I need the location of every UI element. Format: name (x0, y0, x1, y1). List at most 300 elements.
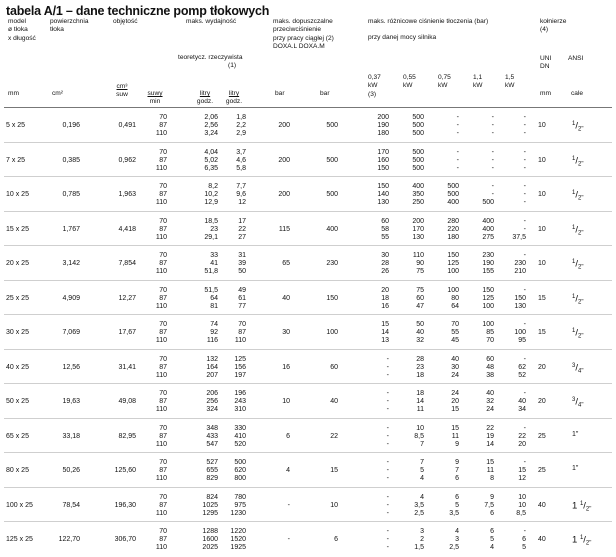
row-diff-pressure: 14 (416, 398, 424, 406)
row-capacity-theo: 51,8 (204, 268, 218, 276)
row-pressure-m: 60 (330, 363, 338, 371)
row-strokes: 110 (155, 544, 167, 552)
row-capacity-real: 27 (238, 233, 246, 241)
row-capacity-theo: 74 (210, 321, 218, 328)
row-diff-pressure: 28 (416, 355, 424, 363)
row-diff-pressure: - (523, 191, 526, 199)
row-capacity-theo: 33 (210, 252, 218, 259)
row-diff-pressure: 4 (490, 544, 494, 552)
row-diff-pressure: 100 (482, 321, 494, 328)
row-capacity-real: 800 (234, 475, 246, 483)
row-diff-pressure: 10 (518, 493, 526, 501)
row-capacity-theo: 1600 (202, 536, 218, 544)
row-strokes: 110 (155, 406, 167, 414)
row-diff-pressure: 6 (490, 528, 494, 535)
unit-mm-flange: mm (540, 90, 551, 97)
row-volume: 31,41 (118, 363, 136, 371)
row-diff-pressure: 11 (451, 432, 459, 440)
row-diff-pressure: 75 (416, 268, 424, 276)
row-diff-pressure: 38 (486, 371, 494, 379)
row-diff-pressure: 24 (451, 390, 459, 397)
row-flange-ansi: $^1/_{2"}$ (572, 224, 584, 237)
row-diff-pressure: 160 (377, 156, 389, 164)
row-diff-pressure: 14 (486, 440, 494, 448)
row-diff-pressure: 2,5 (414, 509, 424, 517)
row-diff-pressure: 5 (522, 544, 526, 552)
row-capacity-theo: 2025 (202, 544, 218, 552)
row-pressure-m: 100 (326, 329, 338, 337)
row-divider (4, 521, 612, 522)
row-capacity-real: 22 (238, 225, 246, 233)
row-capacity-real: 77 (238, 302, 246, 310)
row-model: 15 x 25 (6, 225, 29, 233)
header-flange: kołnierze (4) (540, 18, 567, 34)
row-diff-pressure: 400 (412, 183, 424, 190)
row-capacity-real: 9,6 (236, 191, 246, 199)
row-diff-pressure: 23 (416, 363, 424, 371)
row-diff-pressure: 40 (486, 390, 494, 397)
row-diff-pressure: 10 (416, 424, 424, 432)
row-diff-pressure: - (523, 424, 526, 432)
row-pressure-l: 6 (286, 432, 290, 440)
row-model: 7 x 25 (6, 156, 26, 164)
row-diff-pressure: - (386, 467, 389, 475)
row-pressure-m: 500 (326, 191, 338, 199)
row-capacity-theo: 2,56 (204, 122, 218, 130)
row-area: 0,196 (62, 122, 80, 130)
row-capacity-real: 50 (238, 268, 246, 276)
row-area: 122,70 (58, 536, 80, 544)
row-diff-pressure: 150 (377, 164, 389, 172)
row-capacity-real: 3,7 (236, 148, 246, 156)
row-diff-pressure: 4 (420, 493, 424, 501)
row-strokes: 110 (155, 233, 167, 241)
row-divider (4, 280, 612, 281)
row-capacity-theo: 4,04 (204, 148, 218, 156)
row-strokes: 87 (159, 260, 167, 268)
row-capacity-real: 5,8 (236, 164, 246, 172)
row-strokes: 70 (159, 493, 167, 501)
unit-bar-l: bar (275, 90, 285, 97)
row-diff-pressure: 13 (381, 337, 389, 345)
header-flange-ansi: ANSI (568, 55, 584, 62)
header-pressure: maks. dopuszczalne przeciwciśnienie przy pracy ciągłej (2) DOXA.L DOXA.M (273, 18, 334, 51)
row-diff-pressure: 6 (455, 475, 459, 483)
row-diff-pressure: - (386, 459, 389, 466)
row-diff-pressure: 20 (451, 398, 459, 406)
row-pressure-l: - (287, 501, 290, 509)
row-capacity-real: 2,9 (236, 130, 246, 138)
row-diff-pressure: 500 (412, 148, 424, 156)
row-capacity-theo: 10,2 (204, 191, 218, 199)
row-diff-pressure: - (523, 156, 526, 164)
row-diff-pressure: 200 (412, 217, 424, 225)
row-diff-pressure: 24 (486, 406, 494, 414)
row-diff-pressure: 11 (486, 467, 494, 475)
row-diff-pressure: 500 (482, 199, 494, 207)
row-diff-pressure: 275 (482, 233, 494, 241)
row-pressure-m: 500 (326, 156, 338, 164)
row-capacity-theo: 324 (206, 406, 218, 414)
row-strokes: 87 (159, 329, 167, 337)
row-capacity-theo: 51,5 (204, 286, 218, 294)
row-capacity-theo: 6,35 (204, 164, 218, 172)
row-diff-pressure: - (386, 371, 389, 379)
row-flange-ansi: $^1/_{2"}$ (572, 120, 584, 133)
row-diff-pressure: 30 (451, 363, 459, 371)
row-diff-pressure: 60 (486, 355, 494, 363)
row-diff-pressure: 190 (377, 122, 389, 130)
row-diff-pressure: - (523, 148, 526, 156)
row-diff-pressure: 16 (381, 302, 389, 310)
row-strokes: 110 (155, 130, 167, 138)
row-diff-pressure: 5 (455, 501, 459, 509)
row-diff-pressure: - (491, 130, 494, 138)
row-flange-dn: 20 (538, 363, 546, 371)
row-flange-ansi: $^3/_{4"}$ (572, 396, 584, 409)
row-volume: 306,70 (114, 536, 136, 544)
row-capacity-real: 243 (234, 398, 246, 406)
row-strokes: 87 (159, 398, 167, 406)
row-strokes: 87 (159, 501, 167, 509)
row-strokes: 70 (159, 390, 167, 397)
row-capacity-theo: 164 (206, 363, 218, 371)
row-flange-dn: 40 (538, 501, 546, 509)
row-pressure-l: 4 (286, 467, 290, 475)
row-pressure-m: 15 (330, 467, 338, 475)
row-diff-pressure: 180 (447, 233, 459, 241)
row-diff-pressure: - (456, 164, 459, 172)
row-diff-pressure: - (386, 355, 389, 363)
row-area: 33,18 (62, 432, 80, 440)
row-diff-pressure: 20 (518, 440, 526, 448)
row-diff-pressure: 280 (447, 217, 459, 225)
row-capacity-real: 520 (234, 440, 246, 448)
row-capacity-theo: 5,02 (204, 156, 218, 164)
row-pressure-l: 40 (282, 294, 290, 302)
row-strokes: 87 (159, 536, 167, 544)
row-diff-pressure: - (456, 114, 459, 121)
row-pressure-m: 400 (326, 225, 338, 233)
row-diff-pressure: - (456, 122, 459, 130)
row-capacity-theo: 547 (206, 440, 218, 448)
unit-bar-m: bar (320, 90, 330, 97)
row-diff-pressure: 350 (412, 191, 424, 199)
header-area: powierzchnia tłoka (50, 18, 89, 34)
row-diff-pressure: 130 (514, 302, 526, 310)
row-diff-pressure: 45 (451, 337, 459, 345)
row-model: 65 x 25 (6, 432, 29, 440)
row-flange-ansi: 1" (572, 430, 579, 438)
row-diff-pressure: 7 (420, 440, 424, 448)
row-capacity-theo: 527 (206, 459, 218, 466)
row-diff-pressure: 40 (416, 329, 424, 337)
row-flange-ansi: $^1/_{2"}$ (572, 155, 584, 168)
row-capacity-real: 87 (238, 329, 246, 337)
row-flange-dn: 25 (538, 432, 546, 440)
row-diff-pressure: 15 (486, 459, 494, 466)
row-flange-ansi: $^1/_{2"}$ (572, 327, 584, 340)
row-flange-dn: 40 (538, 536, 546, 544)
row-diff-pressure: 55 (381, 233, 389, 241)
row-flange-ansi: 1 $^1/_{2"}$ (572, 500, 592, 513)
row-divider (4, 176, 612, 177)
row-diff-pressure: 62 (518, 363, 526, 371)
row-model: 50 x 25 (6, 398, 29, 406)
row-pressure-m: 22 (330, 432, 338, 440)
row-capacity-theo: 206 (206, 390, 218, 397)
row-diff-pressure: 60 (416, 294, 424, 302)
row-strokes: 70 (159, 321, 167, 328)
row-diff-pressure: 4 (455, 528, 459, 535)
row-divider (4, 418, 612, 419)
kw-header-4: 1,5 kW (505, 74, 515, 90)
row-diff-pressure: 100 (482, 302, 494, 310)
row-diff-pressure: 10 (518, 501, 526, 509)
row-capacity-real: 49 (238, 286, 246, 294)
row-capacity-theo: 92 (210, 329, 218, 337)
row-diff-pressure: 7 (455, 467, 459, 475)
row-diff-pressure: 3 (420, 528, 424, 535)
row-diff-pressure: 500 (412, 164, 424, 172)
row-model: 100 x 25 (6, 501, 33, 509)
row-diff-pressure: - (386, 424, 389, 432)
row-diff-pressure: 230 (514, 260, 526, 268)
row-capacity-theo: 348 (206, 424, 218, 432)
row-capacity-real: 39 (238, 260, 246, 268)
row-diff-pressure: 180 (377, 130, 389, 138)
row-diff-pressure: 40 (518, 398, 526, 406)
row-divider (4, 142, 612, 143)
row-capacity-theo: 29,1 (204, 233, 218, 241)
header-flange-uni: UNI DN (540, 55, 552, 71)
header-model: model ø tłoka x długość (8, 18, 36, 42)
row-strokes: 110 (155, 509, 167, 517)
row-diff-pressure: 55 (451, 329, 459, 337)
row-diff-pressure: 15 (451, 406, 459, 414)
row-diff-pressure: 80 (451, 294, 459, 302)
row-strokes: 70 (159, 114, 167, 121)
row-area: 19,63 (62, 398, 80, 406)
row-divider (4, 314, 612, 315)
row-diff-pressure: 1,5 (414, 544, 424, 552)
row-diff-pressure: 150 (377, 183, 389, 190)
row-diff-pressure: 150 (514, 294, 526, 302)
row-diff-pressure: 4 (420, 475, 424, 483)
row-diff-pressure: 8,5 (414, 432, 424, 440)
row-diff-pressure: - (523, 114, 526, 121)
row-pressure-l: 65 (282, 260, 290, 268)
row-capacity-real: 196 (234, 390, 246, 397)
row-diff-pressure: 7 (420, 459, 424, 466)
row-diff-pressure: - (386, 528, 389, 535)
row-capacity-theo: 116 (206, 337, 218, 345)
unit-strokes-per-min: suwy min (147, 90, 163, 106)
row-capacity-real: 410 (234, 432, 246, 440)
row-area: 3,142 (62, 260, 80, 268)
row-diff-pressure: 170 (377, 148, 389, 156)
row-diff-pressure: - (523, 459, 526, 466)
row-pressure-m: 500 (326, 122, 338, 130)
row-capacity-theo: 1025 (202, 501, 218, 509)
row-model: 80 x 25 (6, 467, 29, 475)
row-capacity-real: 1520 (230, 536, 246, 544)
row-capacity-real: 2,2 (236, 122, 246, 130)
row-strokes: 87 (159, 294, 167, 302)
row-strokes: 110 (155, 475, 167, 483)
row-area: 4,909 (62, 294, 80, 302)
row-diff-pressure: 5 (490, 536, 494, 544)
row-capacity-real: 500 (234, 459, 246, 466)
table-title: tabela A/1 – dane techniczne pomp tłokowych (6, 4, 270, 18)
row-diff-pressure: 2 (420, 536, 424, 544)
row-diff-pressure: - (523, 183, 526, 190)
row-capacity-real: 1230 (230, 509, 246, 517)
row-capacity-real: 1925 (230, 544, 246, 552)
kw-header-2: 0,75 kW (438, 74, 451, 90)
row-diff-pressure: 400 (482, 225, 494, 233)
row-strokes: 70 (159, 148, 167, 156)
row-flange-dn: 15 (538, 294, 546, 302)
unit-cm3-per-stroke: cm³ suw (116, 83, 128, 99)
row-capacity-real: 975 (234, 501, 246, 509)
row-capacity-theo: 3,24 (204, 130, 218, 138)
row-diff-pressure: - (523, 130, 526, 138)
row-capacity-real: 620 (234, 467, 246, 475)
row-diff-pressure: 9 (455, 440, 459, 448)
row-volume: 4,418 (118, 225, 136, 233)
row-diff-pressure: 230 (482, 252, 494, 259)
row-model: 5 x 25 (6, 122, 26, 130)
header-diff-pressure: maks. różnicowe ciśnienie tłoczenia (bar) przy danej mocy silnika (368, 18, 489, 42)
row-diff-pressure: 500 (412, 130, 424, 138)
row-diff-pressure: 19 (486, 432, 494, 440)
row-model: 20 x 25 (6, 260, 29, 268)
row-diff-pressure: 64 (451, 302, 459, 310)
row-diff-pressure: 11 (416, 406, 424, 414)
row-flange-ansi: 1" (572, 465, 579, 473)
row-model: 25 x 25 (6, 294, 29, 302)
row-diff-pressure: 400 (482, 217, 494, 225)
row-diff-pressure: - (523, 286, 526, 294)
row-diff-pressure: 125 (447, 260, 459, 268)
row-area: 0,385 (62, 156, 80, 164)
row-capacity-theo: 433 (206, 432, 218, 440)
row-diff-pressure: - (386, 406, 389, 414)
row-strokes: 110 (155, 199, 167, 207)
row-flange-ansi: $^1/_{2"}$ (572, 258, 584, 271)
row-diff-pressure: - (386, 390, 389, 397)
row-diff-pressure: 100 (447, 286, 459, 294)
row-diff-pressure: 500 (412, 156, 424, 164)
row-diff-pressure: - (523, 225, 526, 233)
row-divider (4, 452, 612, 453)
unit-cm2: cm² (52, 90, 63, 97)
row-strokes: 87 (159, 191, 167, 199)
row-diff-pressure: - (491, 191, 494, 199)
row-diff-pressure: 140 (377, 191, 389, 199)
row-divider (4, 487, 612, 488)
row-diff-pressure: 52 (518, 371, 526, 379)
row-diff-pressure: 130 (377, 199, 389, 207)
row-diff-pressure: 40 (451, 355, 459, 363)
row-diff-pressure: 60 (381, 217, 389, 225)
row-capacity-real: 110 (234, 337, 246, 345)
row-model: 30 x 25 (6, 329, 29, 337)
row-capacity-theo: 81 (210, 302, 218, 310)
row-diff-pressure: - (523, 217, 526, 225)
row-diff-pressure: 9 (455, 459, 459, 466)
row-diff-pressure: 24 (451, 371, 459, 379)
row-diff-pressure: - (523, 390, 526, 397)
row-capacity-theo: 8,2 (208, 183, 218, 190)
row-capacity-real: 12 (238, 199, 246, 207)
row-capacity-real: 70 (238, 321, 246, 328)
row-model: 125 x 25 (6, 536, 33, 544)
row-capacity-real: 61 (238, 294, 246, 302)
row-pressure-l: - (287, 536, 290, 544)
row-diff-pressure: 34 (518, 406, 526, 414)
row-flange-ansi: 1 $^1/_{2"}$ (572, 534, 592, 547)
row-strokes: 70 (159, 183, 167, 190)
row-diff-pressure: 15 (381, 321, 389, 328)
row-diff-pressure: 9 (490, 493, 494, 501)
row-flange-ansi: $^1/_{2"}$ (572, 189, 584, 202)
row-diff-pressure: 5 (420, 467, 424, 475)
row-pressure-m: 10 (330, 501, 338, 509)
row-diff-pressure: 48 (486, 363, 494, 371)
row-area: 12,56 (62, 363, 80, 371)
row-pressure-m: 40 (330, 398, 338, 406)
row-diff-pressure: - (386, 544, 389, 552)
row-capacity-real: 31 (238, 252, 246, 259)
unit-lph-real: litry godz. (225, 90, 243, 106)
row-diff-pressure: 220 (447, 225, 459, 233)
kw-header-1: 0,55 kW (403, 74, 416, 90)
row-capacity-theo: 41 (210, 260, 218, 268)
row-strokes: 70 (159, 424, 167, 432)
row-diff-pressure: 75 (416, 286, 424, 294)
row-capacity-theo: 1288 (202, 528, 218, 535)
row-diff-pressure: - (386, 475, 389, 483)
row-divider (4, 349, 612, 350)
row-flange-dn: 10 (538, 225, 546, 233)
row-diff-pressure: - (386, 509, 389, 517)
row-pressure-l: 115 (278, 225, 290, 233)
row-volume: 12,27 (118, 294, 136, 302)
row-strokes: 110 (155, 337, 167, 345)
row-diff-pressure: 100 (514, 329, 526, 337)
row-diff-pressure: 210 (514, 268, 526, 276)
row-capacity-theo: 207 (206, 371, 218, 379)
row-diff-pressure: 500 (412, 114, 424, 121)
row-diff-pressure: 14 (381, 329, 389, 337)
row-diff-pressure: 125 (482, 294, 494, 302)
row-diff-pressure: 22 (518, 432, 526, 440)
row-pressure-l: 200 (278, 191, 290, 199)
row-area: 78,54 (62, 501, 80, 509)
row-flange-ansi: $^1/_{2"}$ (572, 293, 584, 306)
row-diff-pressure: 190 (482, 260, 494, 268)
row-strokes: 110 (155, 371, 167, 379)
row-diff-pressure: 30 (381, 252, 389, 259)
row-diff-pressure: 70 (486, 337, 494, 345)
row-diff-pressure: - (523, 355, 526, 363)
row-divider (4, 383, 612, 384)
row-diff-pressure: - (491, 156, 494, 164)
kw-header-3: 1,1 kW (473, 74, 483, 90)
row-capacity-real: 197 (234, 371, 246, 379)
